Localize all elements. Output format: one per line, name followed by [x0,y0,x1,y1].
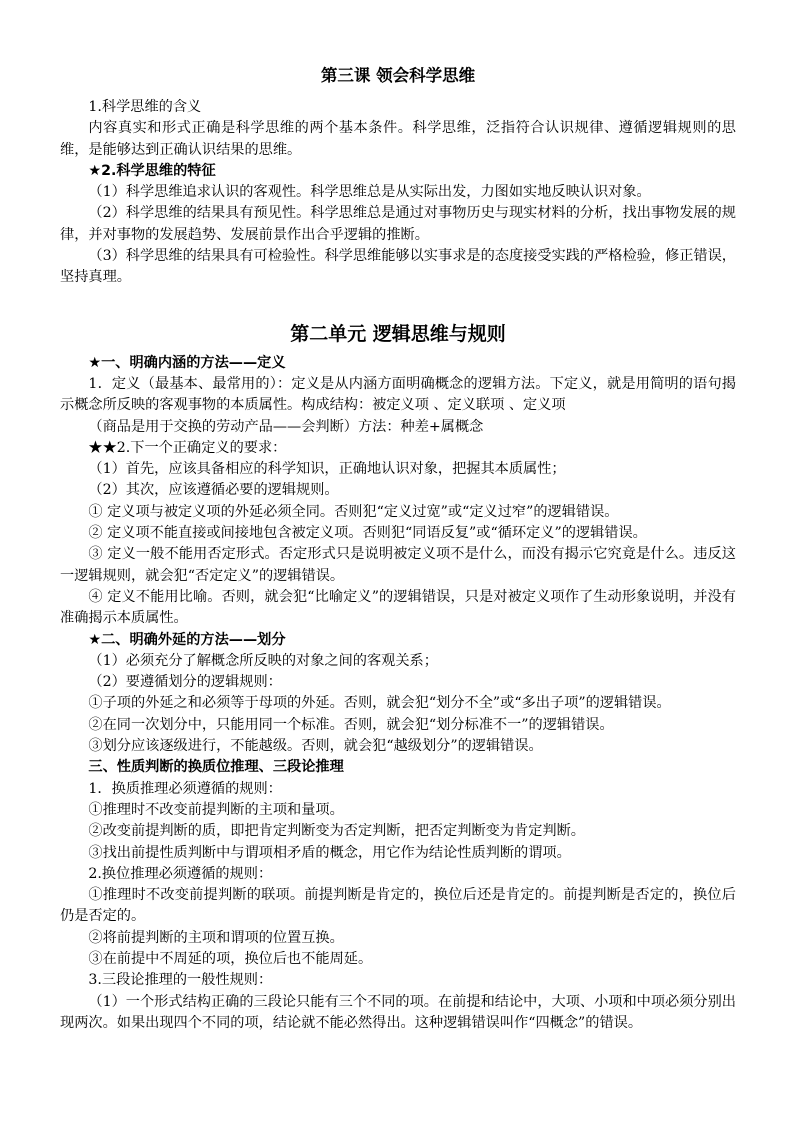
lesson-title: 第三课 领会科学思维 [320,66,476,85]
paragraph: （2）其次，应该遵循必要的逻辑规则。 [88,482,339,499]
paragraph: ③在前提中不周延的项，换位后也不能周延。 [88,950,373,967]
paragraph: ②改变前提判断的质，即把肯定判断变为否定判断，把否定判断变为肯定判断。 [88,823,585,840]
paragraph: 1．换质推理必须遵循的规则： [88,780,282,797]
paragraph: ③ 定义一般不能用否定形式。否定形式只是说明被定义项不是什么，而没有揭示它究竟是什么。违反这一逻辑规则，就会犯“否定定义”的逻辑错误。 [60,546,736,584]
paragraph: （1）必须充分了解概念所反映的对象之间的客观关系； [88,652,438,669]
paragraph: 1.科学思维的含义 [88,99,202,115]
paragraph: （2）要遵循划分的逻辑规则： [88,674,282,691]
paragraph: （2）科学思维的结果具有预见性。科学思维总是通过对事物历史与现实材料的分析，找出事物发展的规律，并对事物的发展趋势、发展前景作出合乎逻辑的推断。 [60,205,736,243]
section-heading: ★2.科学思维的特征 [88,162,216,179]
paragraph: （商品是用于交换的劳动产品——会判断）方法：种差+属概念 [88,418,484,435]
paragraph: ③找出前提性质判断中与谓项相矛盾的概念，用它作为结论性质判断的谓项。 [88,844,571,861]
paragraph: 2.换位推理必须遵循的规则： [88,865,273,882]
paragraph: （3）科学思维的结果具有可检验性。科学思维能够以实事求是的态度接受实践的严格检验，修正错误，坚持真理。 [60,248,736,286]
paragraph: ★★2.下一个正确定义的要求： [88,439,287,456]
lesson-body [60,97,736,289]
paragraph: ④ 定义不能用比喻。否则，就会犯“比喻定义”的逻辑错误，只是对被定义项作了生动形象说明，并没有准确揭示本质属性。 [60,588,736,627]
document-page [60,62,736,1034]
paragraph: （1）科学思维追求认识的客观性。科学思维总是从实际出发，力图如实地反映认识对象。 [88,184,651,201]
paragraph: ①推理时不改变前提判断的主项和量项。 [88,801,344,818]
unit-body [60,353,736,1035]
paragraph: ①推理时不改变前提判断的联项。前提判断是肯定的，换位后还是肯定的。前提判断是否定的，换位后仍是否定的。 [60,887,736,925]
paragraph: ① 定义项与被定义项的外延必须全同。否则犯“定义过宽”或“定义过窄”的逻辑错误。 [88,503,619,520]
paragraph: ②在同一次划分中，只能用同一个标准。否则，就会犯“划分标准不一”的逻辑错误。 [88,716,614,733]
paragraph: 3.三段论推理的一般性规则： [88,972,273,989]
paragraph: 内容真实和形式正确是科学思维的两个基本条件。科学思维，泛指符合认识规律、遵循逻辑规则的思维，是能够达到正确认识结果的思维。 [60,120,736,158]
section-heading: 三、性质判断的换质位推理、三段论推理 [88,759,344,776]
paragraph: ③划分应该逐级进行，不能越级。否则，就会犯“越级划分”的逻辑错误。 [88,738,543,755]
paragraph: （1）首先，应该具备相应的科学知识，正确地认识对象，把握其本质属性； [88,461,566,478]
paragraph: （1）一个形式结构正确的三段论只能有三个不同的项。在前提和结论中，大项、小项和中项必须分别出现两次。如果出现四个不同的项，结论就不能必然得出。这种逻辑错误叫作“四概念”的错误。 [60,993,736,1031]
paragraph: ②将前提判断的主项和谓项的位置互换。 [88,929,344,946]
paragraph: ①子项的外延之和必须等于母项的外延。否则，就会犯“划分不全”或“多出子项”的逻辑错误。 [88,695,671,712]
unit-title: 第二单元 逻辑思维与规则 [290,322,506,345]
paragraph: 1．定义（最基本、最常用的）：定义是从内涵方面明确概念的逻辑方法。下定义，就是用简明的语句揭示概念所反映的客观事物的本质属性。构成结构：被定义项 、定义联项 、定义项 [60,375,736,414]
paragraph: ② 定义项不能直接或间接地包含被定义项。否则犯“同语反复”或“循环定义”的逻辑错误。 [88,525,647,542]
section-heading: ★一、明确内涵的方法——定义 [88,354,286,371]
section-heading: ★二、明确外延的方法——划分 [88,631,286,648]
